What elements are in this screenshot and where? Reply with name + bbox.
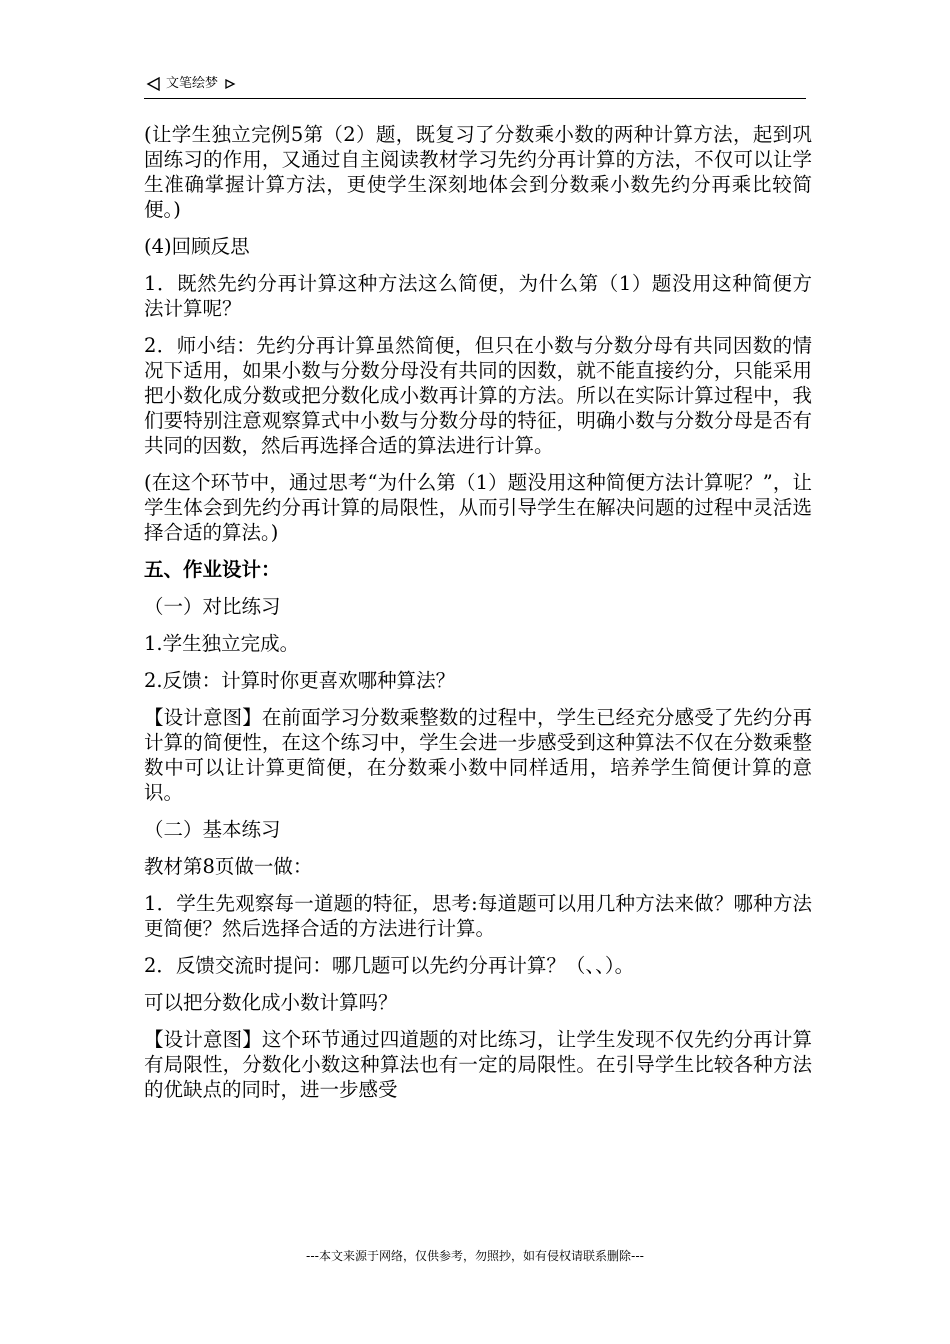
paragraph: 1．既然先约分再计算这种方法这么简便，为什么第（1）题没用这种简便方法计算呢？ xyxy=(144,272,812,320)
paragraph: (在这个环节中，通过思考“为什么第（1）题没用这种简便方法计算呢？”，让学生体会到先约分再计算的局限性，从而引导学生在解决问题的过程中灵活选择合适的算法。) xyxy=(144,471,812,544)
paragraph: 2．反馈交流时提问：哪几题可以先约分再计算？（、、）。 xyxy=(144,954,635,977)
right-triangle-icon xyxy=(224,78,236,90)
paragraph: （二）基本练习 xyxy=(144,818,281,841)
paragraph: 1．学生先观察每一道题的特征，思考:每道题可以用几种方法来做？哪种方法更简便？然后选择合适的方法进行计算。 xyxy=(144,892,812,940)
paragraph: 【设计意图】在前面学习分数乘整数的过程中，学生已经充分感受了先约分再计算的简便性，在这个练习中，学生会进一步感受到这种算法不仅在分数乘整数中可以让计算更简便，在分数乘小数中同样适用，培养学生简便计算的意识。 xyxy=(144,706,812,804)
paragraph: (让学生独立完例5第（2）题，既复习了分数乘小数的两种计算方法，起到巩固练习的作用，又通过自主阅读教材学习先约分再计算的方法，不仅可以让学生准确掌握计算方法，更使学生深刻地体会到分数乘小数先约分再乘比较简便。) xyxy=(144,123,812,221)
section-heading: 五、作业设计： xyxy=(144,558,281,581)
paragraph: 【设计意图】这个环节通过四道题的对比练习，让学生发现不仅先约分再计算有局限性，分数化小数这种算法也有一定的局限性。在引导学生比较各种方法的优缺点的同时，进一步感受 xyxy=(144,1028,812,1101)
paragraph: 教材第8页做一做： xyxy=(144,855,313,878)
header-brand xyxy=(146,76,236,92)
header-title: 文笔绘梦 xyxy=(166,76,219,91)
paragraph: （一）对比练习 xyxy=(144,595,281,618)
page-header xyxy=(144,72,806,99)
document-body xyxy=(144,122,812,1114)
left-triangle-icon xyxy=(146,76,162,92)
paragraph: 2.反馈：计算时你更喜欢哪种算法？ xyxy=(144,669,456,692)
footer-disclaimer: ---本文来源于网络，仅供参考，勿照抄，如有侵权请联系删除--- xyxy=(306,1249,644,1263)
paragraph: 可以把分数化成小数计算吗？ xyxy=(144,991,398,1014)
paragraph: (4)回顾反思 xyxy=(144,235,250,258)
paragraph: 1.学生独立完成。 xyxy=(144,632,300,655)
paragraph: 2．师小结：先约分再计算虽然简便，但只在小数与分数分母有共同因数的情况下适用，如果小数与分数分母没有共同的因数，就不能直接约分，只能采用把小数化成分数或把分数化成小数再计算的方法。所以在实际计算过程中，我们要特别注意观察算式中小数与分数分母的特征，明确小数与分数分母是否有共同的因数，然后再选择合适的算法进行计算。 xyxy=(144,334,812,457)
